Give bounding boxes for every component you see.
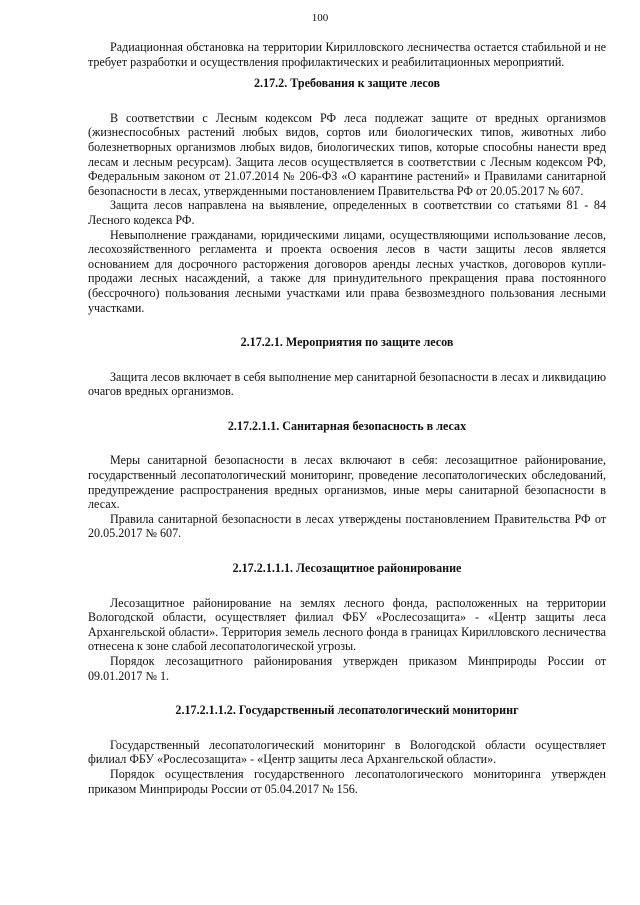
page-content bbox=[88, 40, 606, 796]
paragraph: Лесозащитное районирование на землях лесного фонда, расположенных на территории Вологодской области, осуществляет филиал ФБУ «Рослесозащита» - «Центр защиты леса Архангельской области». Территория земель лесного фонда в границах Кирилловского лесничества отнесена к зоне слабой лесопатологической угрозы. bbox=[88, 595, 606, 654]
section-heading-2-17-2-1-1-1: 2.17.2.1.1.1. Лесозащитное районирование bbox=[232, 561, 462, 576]
page-number: 100 bbox=[311, 12, 329, 24]
paragraph: Порядок лесозащитного районирования утвержден приказом Минприроды России от 09.01.2017 № 1. bbox=[88, 654, 606, 683]
paragraph: Государственный лесопатологический мониторинг в Вологодской области осуществляет филиал ФБУ «Рослесозащита» - «Центр защиты леса Архангельской области». bbox=[88, 737, 606, 767]
paragraph: Меры санитарной безопасности в лесах включают в себя: лесозащитное районирование, государственный лесопатологический мониторинг, проведение лесопатологических обследований, предупреждение распространения вредных организмов, иные меры санитарной безопасности в лесах. bbox=[88, 453, 606, 512]
paragraph: В соответствии с Лесным кодексом РФ леса подлежат защите от вредных организмов (жизнеспособных растений любых видов, сортов или биологических типов, животных либо болезнетворных организмов любых видов, биологических типов, которые способны нанести вред лесам и лесным ресурсам). Защита лесов осуществляется в соответствии с Лесным кодексом РФ, Федеральным законом от 21.07.2014 № 206-ФЗ «О карантине растений» и Правилами санитарной безопасности в лесах, утвержденными постановлением Правительства РФ от 20.05.2017 № 607. bbox=[88, 110, 606, 198]
paragraph: Невыполнение гражданами, юридическими лицами, осуществляющими использование лесов, лесохозяйственного регламента и проекта освоения лесов в части защиты лесов является основанием для досрочного расторжения договоров аренды лесных участков, договоров купли-продажи лесных насаждений, а также для принудительного прекращения права постоянного (бессрочного) пользования лесными участками или права безвозмездного пользования лесными участками. bbox=[88, 227, 606, 315]
paragraph: Порядок осуществления государственного лесопатологического мониторинга утвержден приказом Минприроды России от 05.04.2017 № 156. bbox=[88, 766, 606, 796]
intro-paragraph: Радиационная обстановка на территории Кирилловского лесничества остается стабильной и не требует разработки и осуществления профилактических и реабилитационных мероприятий. bbox=[88, 40, 606, 69]
paragraph: Правила санитарной безопасности в лесах утверждены постановлением Правительства РФ от 20.05.2017 № 607. bbox=[88, 511, 606, 541]
section-heading-2-17-2-1-1: 2.17.2.1.1. Санитарная безопасность в лесах bbox=[227, 418, 467, 433]
section-heading-2-17-2: 2.17.2. Требования к защите лесов bbox=[253, 76, 441, 91]
section-heading-2-17-2-1-1-2: 2.17.2.1.1.2. Государственный лесопатологический мониторинг bbox=[175, 703, 519, 718]
section-heading-2-17-2-1: 2.17.2.1. Мероприятия по защите лесов bbox=[240, 335, 454, 350]
paragraph: Защита лесов включает в себя выполнение мер санитарной безопасности в лесах и ликвидацию очагов вредных организмов. bbox=[88, 369, 606, 399]
paragraph: Защита лесов направлена на выявление, определенных в соответствии со статьями 81 - 84 Лесного кодекса РФ. bbox=[88, 198, 606, 227]
